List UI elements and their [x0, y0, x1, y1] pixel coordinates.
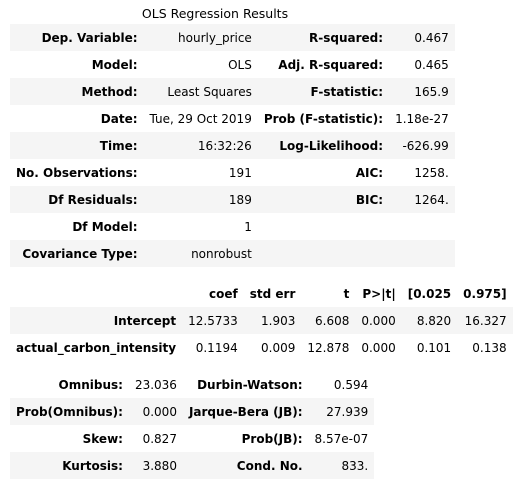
stat-value: 0.000: [142, 404, 177, 419]
table-row: [10, 24, 455, 51]
stat-value: 165.9: [414, 84, 449, 99]
model-summary-table: [10, 24, 455, 267]
stat-label: AIC:: [355, 165, 384, 180]
header-blank: [10, 280, 182, 307]
coefficients-table: [10, 280, 513, 361]
stat-label: No. Observations:: [16, 165, 138, 180]
table-caption: OLS Regression Results: [141, 6, 289, 21]
table-row: [10, 371, 374, 398]
stat-value: 833.: [341, 458, 369, 473]
cell: 0.101: [416, 340, 452, 355]
stat-value: 1264.: [414, 192, 449, 207]
column-header: 0.975]: [463, 286, 507, 301]
table-row: [10, 78, 455, 105]
column-header: std err: [249, 286, 296, 301]
stat-value: 0.827: [142, 431, 177, 446]
stat-value: 1.18e-27: [395, 111, 449, 126]
stat-label: Covariance Type:: [22, 246, 138, 261]
stat-label: Adj. R-squared:: [278, 57, 384, 72]
table-row: [10, 240, 455, 267]
column-header: [0.025: [407, 286, 452, 301]
stat-label: [258, 240, 389, 267]
row-label: actual_carbon_intensity: [16, 340, 177, 355]
stat-label: Log-Likelihood:: [279, 138, 384, 153]
stat-label: Skew:: [82, 431, 123, 446]
stat-value: 189: [228, 192, 252, 207]
table-row: [10, 425, 374, 452]
stat-label: Cond. No.: [236, 458, 303, 473]
stat-label: Kurtosis:: [62, 458, 123, 473]
stat-value: 3.880: [142, 458, 177, 473]
column-header: t: [343, 286, 350, 301]
stat-value: 0.594: [333, 377, 369, 392]
table-row: [10, 159, 455, 186]
cell: 12.878: [307, 340, 350, 355]
stat-label: R-squared:: [309, 30, 384, 45]
stat-label: Prob (F-statistic):: [263, 111, 384, 126]
stat-value: 0.467: [414, 30, 449, 45]
stat-value: 1258.: [414, 165, 449, 180]
stat-value: -626.99: [402, 138, 449, 153]
stat-label: Prob(Omnibus):: [16, 404, 123, 419]
stat-value: 27.939: [326, 404, 369, 419]
stat-label: Omnibus:: [58, 377, 123, 392]
stat-value: [389, 213, 455, 240]
stat-label: F-statistic:: [310, 84, 384, 99]
table-row: [10, 307, 513, 334]
cell: 8.820: [416, 313, 452, 328]
stat-value: Least Squares: [167, 84, 252, 99]
table-row: [10, 105, 455, 132]
stat-value: 16:32:26: [197, 138, 252, 153]
stat-label: Jarque-Bera (JB):: [188, 404, 303, 419]
header-row: [10, 280, 513, 307]
stat-label: Df Model:: [72, 219, 138, 234]
stat-value: 191: [228, 165, 252, 180]
stat-label: Dep. Variable:: [41, 30, 138, 45]
cell: 0.138: [472, 340, 507, 355]
stat-value: hourly_price: [178, 30, 252, 45]
diagnostics-table: [10, 371, 374, 479]
table-row: [10, 51, 455, 78]
cell: 12.5733: [188, 313, 238, 328]
cell: 16.327: [464, 313, 507, 328]
cell: 1.903: [261, 313, 296, 328]
row-label: Intercept: [113, 313, 177, 328]
stat-value: 23.036: [134, 377, 177, 392]
stat-label: Method:: [81, 84, 138, 99]
table-row: [10, 213, 455, 240]
stat-label: Time:: [99, 138, 138, 153]
stat-label: Prob(JB):: [241, 431, 303, 446]
stat-value: 1: [244, 219, 252, 234]
table-row: [10, 398, 374, 425]
stat-value: nonrobust: [191, 246, 252, 261]
stat-label: Date:: [100, 111, 138, 126]
table-row: [10, 186, 455, 213]
table-row: [10, 132, 455, 159]
cell: 0.000: [361, 340, 396, 355]
stat-label: Df Residuals:: [48, 192, 138, 207]
stat-label: [258, 213, 389, 240]
stat-value: Tue, 29 Oct 2019: [149, 111, 252, 126]
stat-label: BIC:: [355, 192, 384, 207]
table-row: [10, 452, 374, 479]
stat-value: 0.465: [414, 57, 449, 72]
column-header: coef: [209, 286, 238, 301]
cell: 0.000: [361, 313, 396, 328]
table-row: [10, 334, 513, 361]
stat-label: Durbin-Watson:: [197, 377, 303, 392]
cell: 0.1194: [195, 340, 238, 355]
stat-value: OLS: [228, 57, 252, 72]
stat-value: 8.57e-07: [314, 431, 369, 446]
cell: 6.608: [315, 313, 350, 328]
column-header: P>|t|: [362, 286, 396, 301]
cell: 0.009: [261, 340, 296, 355]
stat-value: [389, 240, 455, 267]
stat-label: Model:: [91, 57, 138, 72]
